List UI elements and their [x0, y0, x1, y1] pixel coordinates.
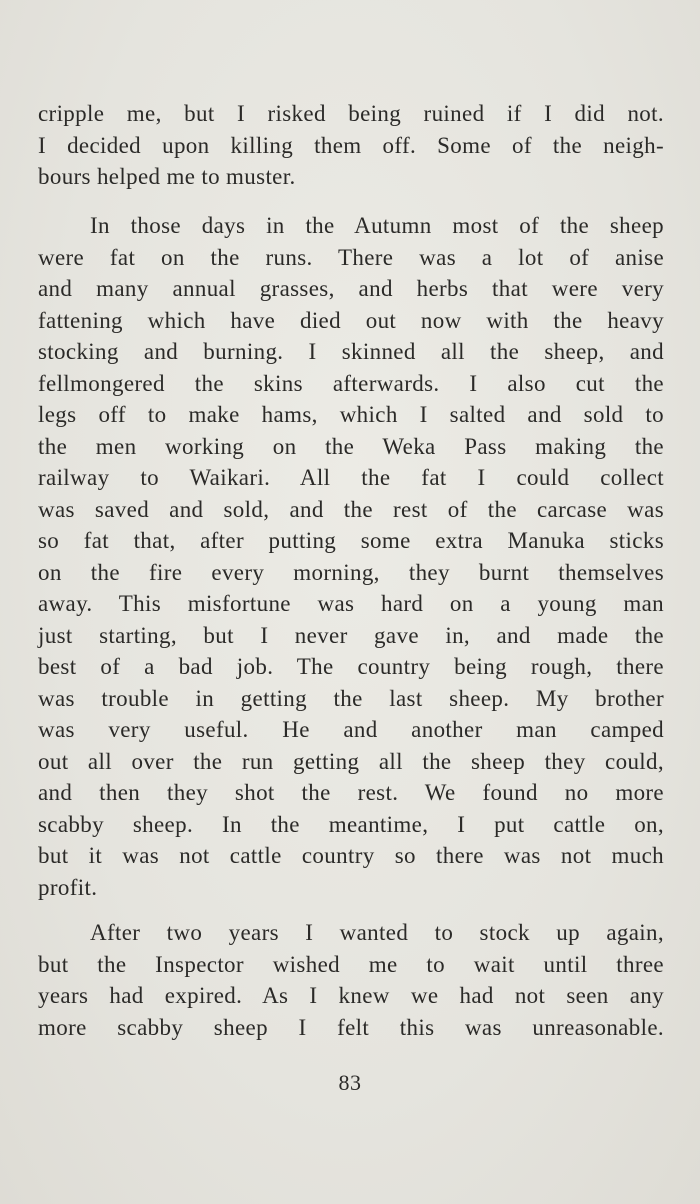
text-line: scabby sheep. In the meantime, I put cattle on,	[38, 811, 664, 837]
text-line: After two years I wanted to stock up again,	[90, 920, 664, 945]
page-number: 83	[338, 1070, 362, 1095]
paragraph-continuation	[38, 98, 664, 193]
text-line: profit.	[38, 874, 98, 900]
paragraph-inspector	[38, 917, 664, 1043]
text-line: bours helped me to muster.	[38, 164, 296, 189]
text-line: away. This misfortune was hard on a young man	[38, 591, 664, 616]
text-line: and then they shot the rest. We found no more	[38, 780, 664, 805]
text-line: more scabby sheep I felt this was unreasonable.	[38, 1014, 664, 1040]
text-line: were fat on the runs. There was a lot of anise	[38, 244, 664, 270]
text-line: years had expired. As I knew we had not seen any	[38, 983, 664, 1008]
paragraph-autumn	[38, 210, 664, 903]
text-line: but it was not cattle country so there was not much	[38, 843, 664, 868]
text-line: on the fire every morning, they burnt themselves	[38, 559, 664, 585]
text-line: was very useful. He and another man camped	[38, 717, 664, 742]
text-line: In those days in the Autumn most of the sheep	[90, 213, 664, 238]
text-line: and many annual grasses, and herbs that were very	[38, 276, 664, 301]
text-line: was trouble in getting the last sheep. My brother	[38, 685, 664, 711]
text-line: just starting, but I never gave in, and made the	[38, 622, 664, 648]
text-line: best of a bad job. The country being rough, there	[38, 654, 664, 679]
text-line: but the Inspector wished me to wait until three	[38, 951, 664, 977]
text-line: legs off to make hams, which I salted and sold to	[38, 402, 664, 427]
text-line: railway to Waikari. All the fat I could collect	[38, 465, 664, 490]
text-line: so fat that, after putting some extra Manuka sticks	[38, 528, 664, 553]
text-line: was saved and sold, and the rest of the carcase was	[38, 496, 664, 522]
text-line: I decided upon killing them off. Some of the neigh-	[38, 132, 664, 158]
text-line: stocking and burning. I skinned all the sheep, and	[38, 339, 664, 364]
text-line: the men working on the Weka Pass making the	[38, 433, 664, 459]
text-line: fattening which have died out now with the heavy	[38, 307, 664, 333]
text-line: out all over the run getting all the sheep they could,	[38, 748, 664, 774]
text-line: cripple me, but I risked being ruined if I did not.	[38, 101, 664, 126]
text-line: fellmongered the skins afterwards. I also cut the	[38, 370, 664, 396]
